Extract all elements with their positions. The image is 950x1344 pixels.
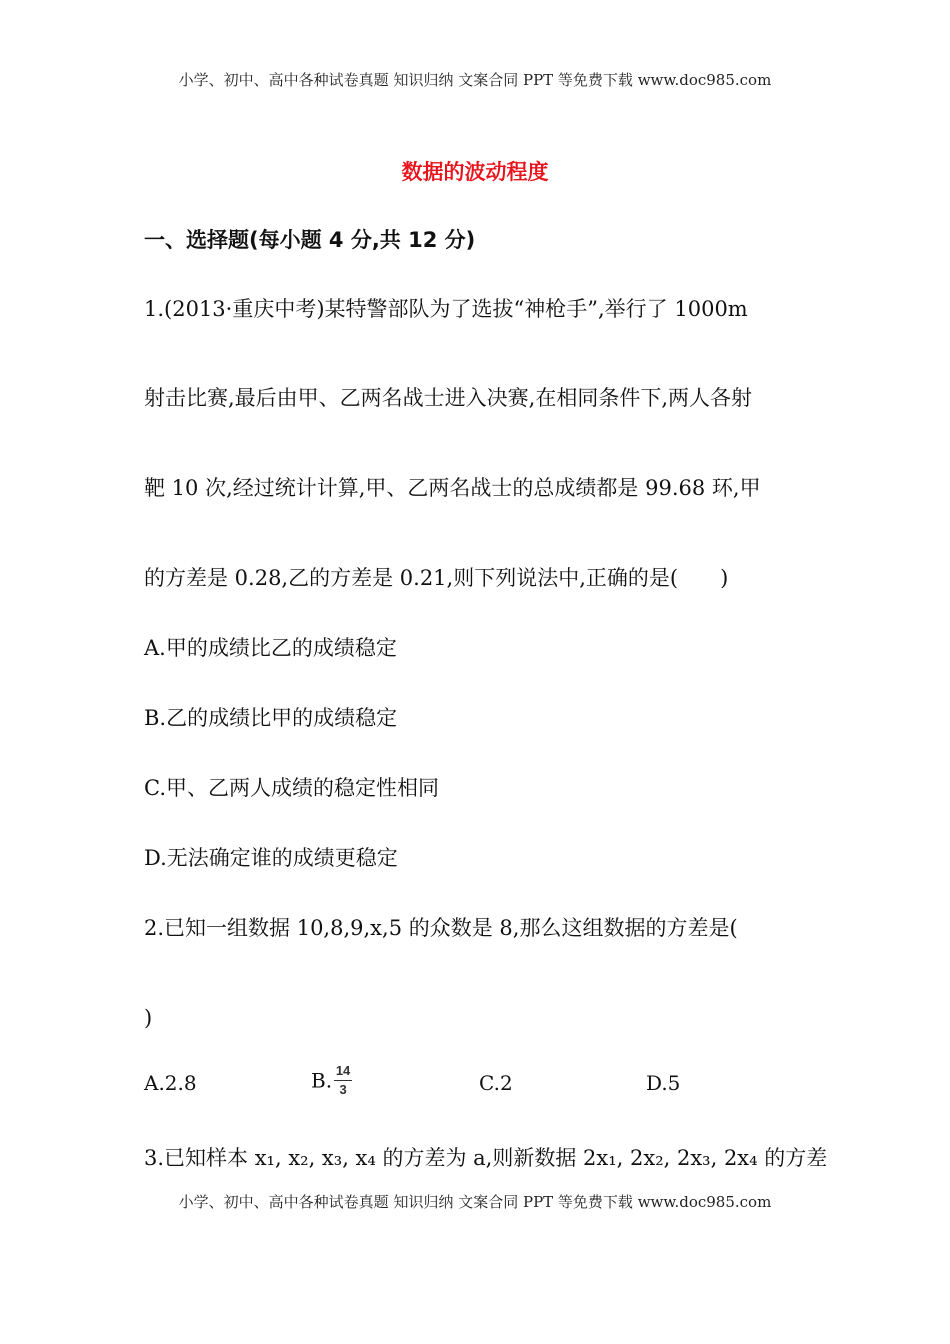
fraction-bar [334,1080,352,1081]
q2-option-b-label: B. [311,1068,333,1093]
fraction-numerator: 14 [335,1063,351,1078]
q1-option-a: A.甲的成绩比乙的成绩稳定 [144,636,397,660]
q2-option-b [311,1064,352,1097]
q1-line: 1.(2013·重庆中考)某特警部队为了选拔“神枪手”,举行了 1000m [144,297,748,321]
q2-option-d: D.5 [646,1071,681,1095]
fraction-denominator: 3 [339,1082,347,1097]
q2-option-a: A.2.8 [144,1071,197,1095]
section-heading: 一、选择题(每小题 4 分,共 12 分) [144,228,476,252]
q1-line: 射击比赛,最后由甲、乙两名战士进入决赛,在相同条件下,两人各射 [144,386,753,410]
fraction [334,1064,352,1097]
page-header: 小学、初中、高中各种试卷真题 知识归纳 文案合同 PPT 等免费下载 www.doc985.com [178,71,772,89]
q1-option-c: C.甲、乙两人成绩的稳定性相同 [144,776,439,800]
q1-option-d: D.无法确定谁的成绩更稳定 [144,846,398,870]
page-footer: 小学、初中、高中各种试卷真题 知识归纳 文案合同 PPT 等免费下载 www.doc985.com [178,1193,772,1211]
q3-line: 3.已知样本 x₁, x₂, x₃, x₄ 的方差为 a,则新数据 2x₁, 2x₂, 2x₃, 2x₄ 的方差 [144,1146,828,1170]
q2-option-c: C.2 [479,1071,513,1095]
q2-line: 2.已知一组数据 10,8,9,x,5 的众数是 8,那么这组数据的方差是( [144,916,738,940]
q2-line: ) [144,1006,153,1030]
q1-line: 靶 10 次,经过统计计算,甲、乙两名战士的总成绩都是 99.68 环,甲 [144,476,761,500]
page-title: 数据的波动程度 [401,160,549,184]
q1-line: 的方差是 0.28,乙的方差是 0.21,则下列说法中,正确的是( ) [144,566,729,590]
q1-option-b: B.乙的成绩比甲的成绩稳定 [144,706,398,730]
